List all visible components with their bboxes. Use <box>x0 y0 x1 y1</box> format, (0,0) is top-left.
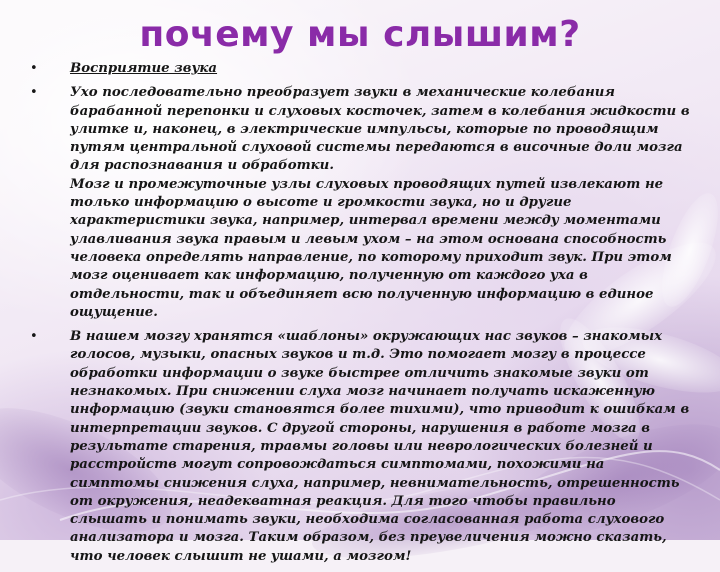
bullet-marker: • <box>30 61 38 76</box>
slide-body <box>26 60 696 572</box>
bullet-marker: • <box>30 85 38 101</box>
slide-title: почему мы слышим? <box>139 14 581 55</box>
bullet-item <box>26 60 696 78</box>
bullet-item <box>26 84 696 322</box>
bullet-heading-text: Восприятие звука <box>70 61 218 76</box>
bullet-marker: • <box>30 329 38 345</box>
bullet-paragraph: Ухо последовательно преобразует звуки в механические колебания барабанной перепонки и слуховых косточек, затем в колебания жидкости в улитке и, наконец, в электрические импульсы, которые по проводящим путям центральной слуховой системы передаются в височные доли мозга для распознавания и обработки. <box>70 85 690 174</box>
bullet-paragraph: Мозг и промежуточные узлы слуховых проводящих путей извлекают не только информацию о высоте и громкости звука, но и другие характеристики звука, например, интервал времени между моментами улавливания звука правым и левым ухом – на этом основана способность человека определять направление, по которому приходит звук. При этом мозг оценивает как информацию, полученную от каждого уха в отдельности, так и объединяет всю полученную информацию в единое ощущение. <box>70 176 672 320</box>
bullet-paragraph: В нашем мозгу хранятся «шаблоны» окружающих нас звуков – знакомых голосов, музыки, опасных звуков и т.д. Это помогает мозгу в процессе обработки информации о звуке быстрее отличить знакомые звуки от незнакомых. При снижении слуха мозг начинает получать искаженную информацию (звуки становятся более тихими), что приводит к ошибкам в интерпретации звуков. С другой стороны, нарушения в работе мозга в результате старения, травмы головы или неврологических болезней и расстройств могут сопровождаться симптомами, похожими на симптомы снижения слуха, например, невнимательность, отрешенность от окружения, неадекватная реакция. Для того чтобы правильно слышать и понимать звуки, необходима согласованная работа слухового анализатора и мозга. Таким образом, без преувеличения можно сказать, что человек слышит не ушами, а мозгом! <box>70 329 690 564</box>
bullet-item <box>26 328 696 566</box>
